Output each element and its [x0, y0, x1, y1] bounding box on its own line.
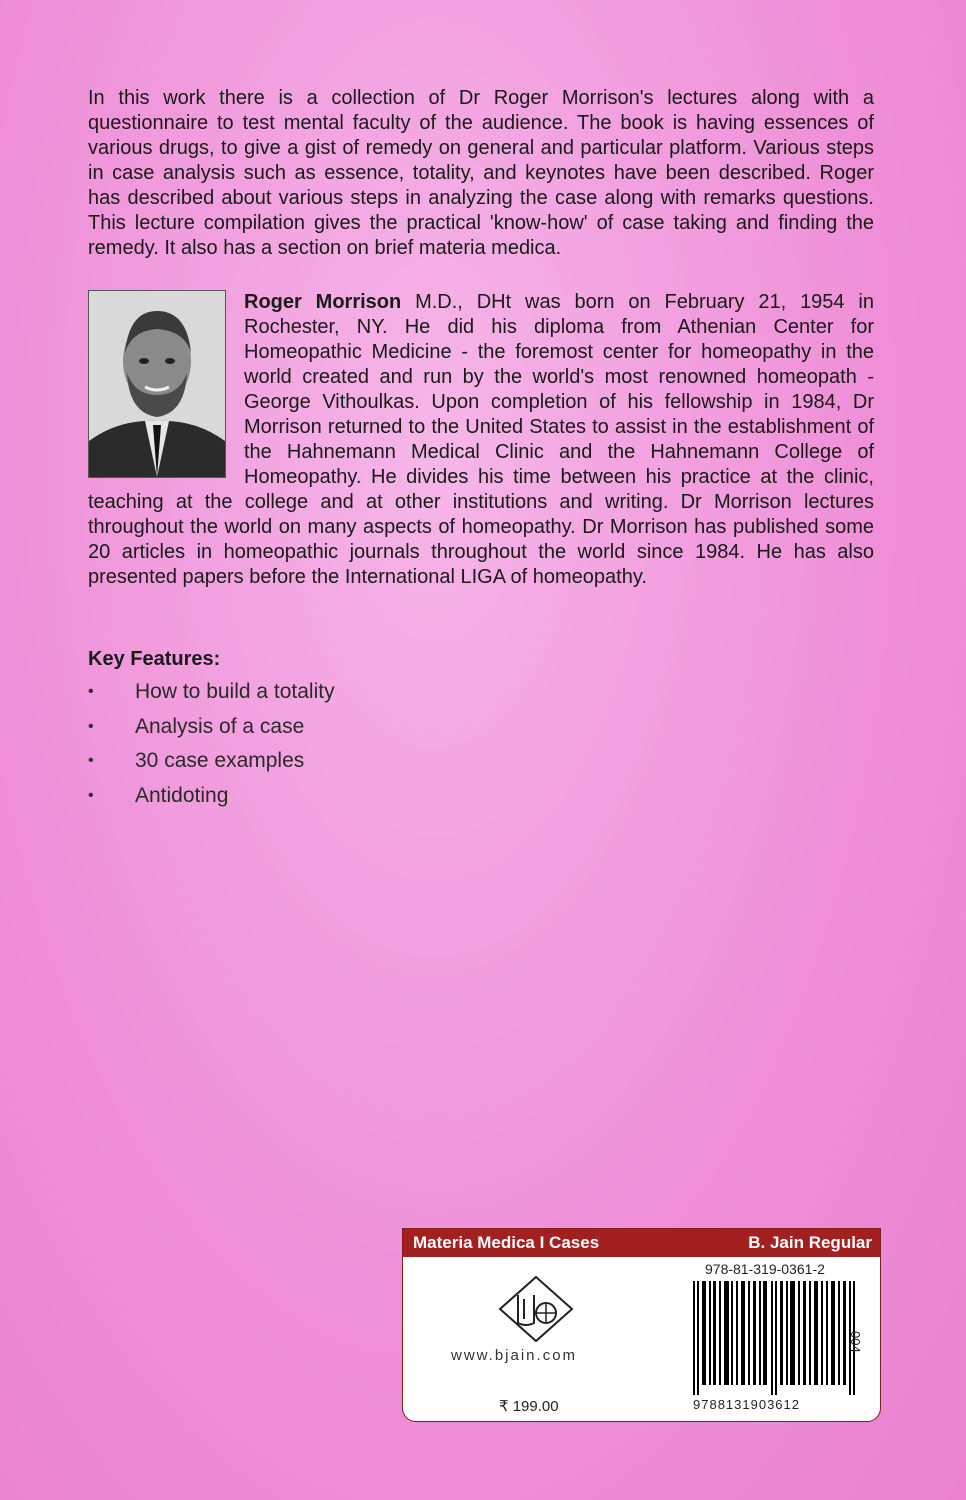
price: ₹ 199.00 [499, 1398, 559, 1415]
key-features-title: Key Features: [88, 648, 221, 670]
barcode-number: 9788131903612 [693, 1397, 800, 1412]
series-label: B. Jain Regular [748, 1233, 872, 1252]
list-item: • Antidoting [88, 781, 335, 816]
isbn: 978-81-319-0361-2 [705, 1261, 825, 1277]
publisher-website: www.bjain.com [451, 1347, 578, 1364]
category-label: Materia Medica I Cases [413, 1233, 600, 1252]
author-photo [88, 290, 226, 478]
addon-code: 004 [848, 1331, 863, 1353]
publisher-logo-icon [496, 1275, 576, 1343]
list-item: • Analysis of a case [88, 712, 335, 747]
publisher-label [402, 1228, 881, 1422]
bullet-icon: • [88, 717, 94, 735]
list-item: • How to build a totality [88, 677, 335, 712]
bullet-icon: • [88, 683, 94, 700]
intro-paragraph: In this work there is a collection of Dr Roger Morrison's lectures along with a questionnaire to test mental faculty of the audience. The book is having essences of various drugs, to give a gist of remedy on general and particular platform. Various steps in case analysis such as essence, totality, and keynotes have been described. Roger has described about various steps in analyzing the case along with remarks questions. This lecture compilation gives the practical 'know-how' of case taking and finding the remedy. It also has a section on brief materia medica. [88, 87, 874, 259]
key-features-list [88, 677, 335, 815]
bullet-icon: • [88, 786, 94, 804]
barcode-icon [693, 1281, 863, 1395]
author-bio-text: M.D., DHt was born on February 21, 1954 in Rochester, NY. He did his diploma from Athenian Center for Homeopathic Medicine - the foremost center for homeopathy in the world created and run by the world's most renowned homeopath - George Vithoulkas. Upon completion of his fellowship in 1984, Dr Morrison returned to the United States to assist in the establishment of the Hahnemann Medical Clinic and the Hahnemann College of Homeopathy. He divides his time between his practice at the clinic, teaching at the college and at other institutions and writing. Dr Morrison lectures throughout the world on many aspects of homeopathy. Dr Morrison has published some 20 articles in homeopathic journals throughout the world since 1984. He has also presented papers before the International LIGA of homeopathy. [88, 291, 874, 588]
list-item: • 30 case examples [88, 746, 335, 781]
label-header [403, 1229, 880, 1257]
bullet-icon: • [88, 752, 94, 769]
author-name: Roger Morrison [244, 291, 402, 313]
author-bio [88, 290, 874, 590]
